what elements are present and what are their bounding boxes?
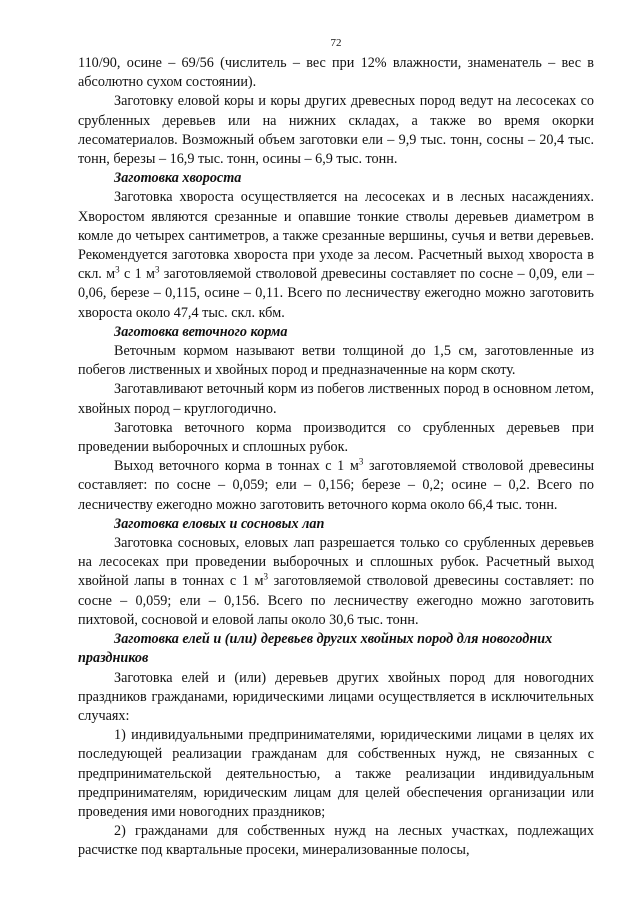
document-page (78, 36, 594, 861)
text-run: Заготовка хвороста осуществляется на лесосеках и в лесных насаждениях. Хворостом являются срезанные и опавшие тонкие стволы деревьев диаметром в комле до четырех сантиметров, а также срезанные вершины, сучья и ветви деревьев. Рекомендуется заготовка хвороста при уходе за лесом. Расчетный выход хвороста в скл. м (78, 189, 594, 283)
paragraph (78, 457, 594, 515)
paragraph: Заготовка веточного корма производится со срубленных деревьев при проведении выборочных и сплошных рубок. (78, 419, 594, 456)
page-number: 72 (330, 37, 342, 49)
superscript: 3 (358, 456, 364, 467)
paragraph: Веточным кормом называют ветви толщиной до 1,5 см, заготовленные из побегов лиственных и хвойных пород и предназначенные на корм скоту. (78, 343, 594, 379)
paragraph: Заготовку еловой коры и коры других древесных пород ведут на лесосеках со срубленных деревьев или на нижних складах, а также во время окорки лесоматериалов. Возможный объем заготовки ели – 9,9 тыс. тонн, сосны – 20,4 тыс. тонн, березы – 16,9 тыс. тонн, осины – 6,9 тыс. тонн. (78, 93, 594, 168)
text-run: с 1 м (119, 266, 155, 283)
paragraph: 2) гражданами для собственных нужд на лесных участках, подлежащих расчистке под квартальные просеки, минерализованные полосы, (78, 823, 594, 859)
section-heading: Заготовка веточного корма (114, 323, 288, 340)
paragraph (78, 534, 594, 630)
text-run: Выход веточного корма в тоннах с 1 м (114, 458, 359, 475)
section-heading: Заготовка еловых и сосновых лап (114, 515, 325, 532)
paragraph: Заготавливают веточный корм из побегов лиственных пород в основном летом, хвойных пород – круглогодично. (78, 381, 594, 417)
superscript: 3 (263, 571, 269, 582)
section-heading: Заготовка хвороста (114, 170, 242, 187)
paragraph (78, 188, 594, 322)
text-run: заготовляемой стволовой древесины составляет: по сосне – 0,059; ели – 0,156. Всего по лесничеству ежегодно можно заготовить пихтовой, сосновой и еловой лапы около 30,6 тыс. тонн. (78, 573, 594, 628)
document-body (78, 54, 594, 861)
paragraph: 1) индивидуальными предпринимателями, юридическими лицами в целях их последующей реализации гражданам для собственных нужд, не связанных с предпринимательской деятельностью, а также реализации индивидуальным предпринимателям, юридическим лицам для целей обеспечения организации или проведения ими новогодних праздников; (78, 727, 594, 820)
section-heading: Заготовка елей и (или) деревьев других хвойных пород для новогодних праздников (78, 631, 553, 667)
text-run: заготовляемой стволовой древесины составляет по сосне – 0,09, ели – 0,06, березе – 0,115, осине – 0,11. Всего по лесничеству ежегодно можно заготовить хвороста около 47,4 тыс. скл. кбм. (78, 266, 594, 321)
text-run: заготовляемой стволовой древесины составляет: по сосне – 0,059; ели – 0,156; березе – 0,2; осине – 0,2. Всего по лесничеству ежегодно можно заготовить веточного корма около 66,4 тыс. тонн. (78, 458, 594, 513)
paragraph: 110/90, осине – 69/56 (числитель – вес при 12% влажности, знаменатель – вес в абсолютно сухом состоянии). (78, 55, 594, 91)
text-run: Заготовка сосновых, еловых лап разрешается только со срубленных деревьев на лесосеках при проведении выборочных и сплошных рубок. Расчетный выход хвойной лапы в тоннах с 1 м (78, 535, 594, 590)
paragraph: Заготовка елей и (или) деревьев других хвойных пород для новогодних праздников гражданами, юридическими лицами осуществляется в исключительных случаях: (78, 669, 594, 724)
superscript: 3 (154, 264, 160, 275)
superscript: 3 (115, 264, 120, 275)
